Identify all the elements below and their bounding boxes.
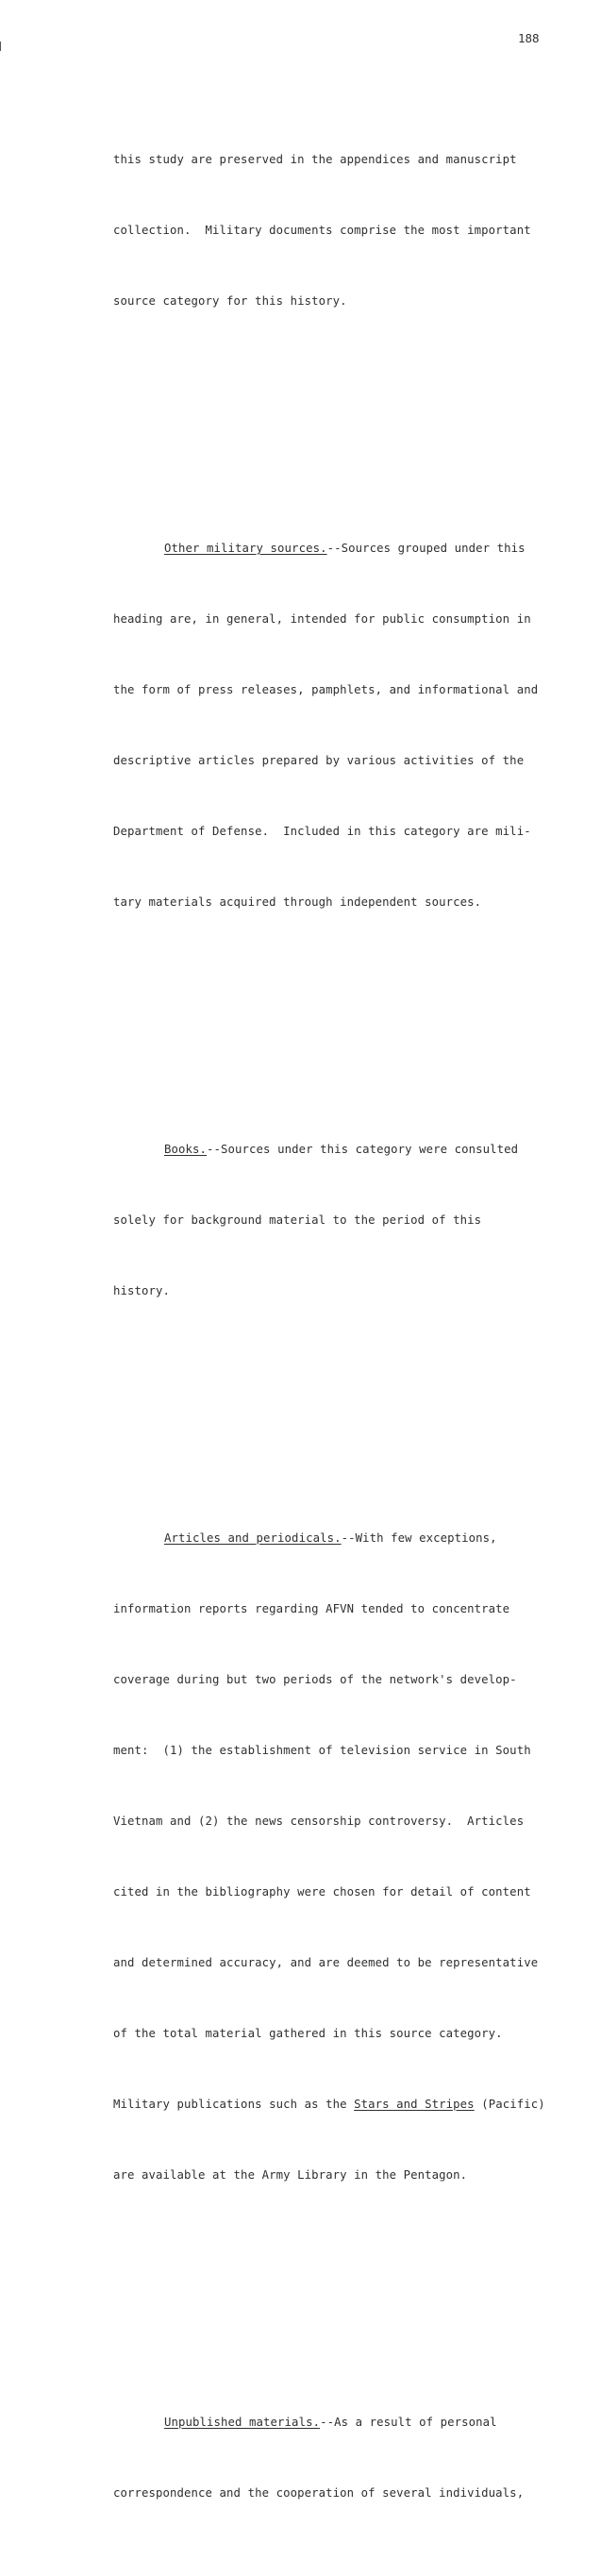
text-line: this study are preserved in the appendices and manuscript (113, 153, 517, 166)
section-heading: Unpublished materials. (164, 2416, 321, 2429)
text-line: history. (113, 1284, 171, 1297)
text-line: the form of press releases, pamphlets, and informational and (113, 683, 539, 696)
section-heading: Articles and periodicals. (164, 1531, 342, 1545)
section-heading: Other military sources. (164, 542, 327, 555)
text-run: --Sources grouped under this (326, 542, 526, 555)
text-line: descriptive articles prepared by various activities of the (113, 754, 525, 767)
text-run: --With few exceptions, (341, 1531, 497, 1545)
paragraph-articles-and-periodicals (113, 1480, 547, 2234)
text-line: solely for background material to the period of this (113, 1213, 482, 1227)
text-line: heading are, in general, intended for public consumption in (113, 612, 531, 626)
text-line: tary materials acquired through independent sources. (113, 895, 482, 909)
page-number: 188 (518, 31, 540, 45)
text-run: --As a result of personal (320, 2416, 497, 2429)
paragraph-other-military-sources (113, 490, 547, 962)
text-line: Vietnam and (2) the news censorship controversy. Articles (113, 1815, 525, 1828)
text-line (113, 537, 547, 560)
text-line: coverage during but two periods of the network's develop- (113, 1673, 517, 1686)
text-line: information reports regarding AFVN tended to concentrate (113, 1602, 510, 1615)
text-line (113, 1527, 547, 1550)
text-line: and determined accuracy, and are deemed to be representative (113, 1956, 539, 1969)
text-line: of the total material gathered in this source category. (113, 2027, 503, 2040)
publication-title: Stars and Stripes (354, 2098, 475, 2111)
paragraph-1 (113, 101, 547, 360)
text-line: cited in the bibliography were chosen for detail of content (113, 1885, 531, 1899)
page-edge-mark (0, 42, 1, 51)
paragraph-unpublished-materials (113, 2364, 547, 2552)
section-heading: Books. (164, 1143, 208, 1156)
document-body (113, 54, 547, 2576)
text-run: (Pacific) (474, 2098, 545, 2111)
text-line (113, 2411, 547, 2434)
text-line: Department of Defense. Included in this category are mili- (113, 825, 531, 838)
text-line: ment: (1) the establishment of television service in South (113, 1744, 531, 1757)
text-line: source category for this history. (113, 294, 347, 308)
text-run: Military publications such as the (113, 2098, 355, 2111)
text-line (113, 1138, 547, 1162)
text-line: correspondence and the cooperation of several individuals, (113, 2486, 525, 2500)
text-line (113, 2093, 547, 2116)
paragraph-books (113, 1091, 547, 1350)
text-line: collection. Military documents comprise the most important (113, 224, 531, 237)
text-line: are available at the Army Library in the Pentagon. (113, 2168, 468, 2182)
text-run: --Sources under this category were consulted (207, 1143, 519, 1156)
